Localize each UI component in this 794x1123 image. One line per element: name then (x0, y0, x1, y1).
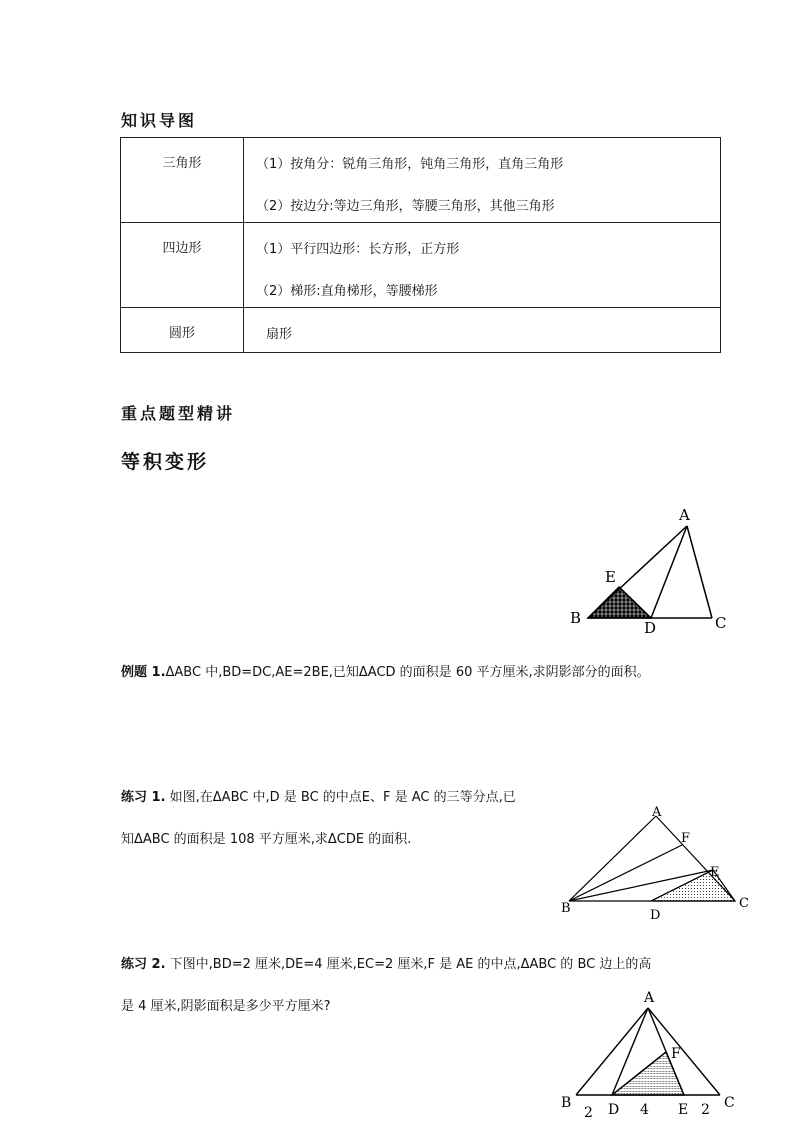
label-c: C (724, 1095, 735, 1111)
label-b: B (561, 901, 571, 916)
label-c: C (739, 896, 749, 911)
practice1-figure (555, 800, 755, 925)
table-line: （2）梯形:直角梯形，等腰梯形 (256, 284, 438, 299)
table-content (244, 308, 721, 353)
key-topics-heading: 重点题型精讲 (121, 404, 236, 423)
label-f: F (681, 831, 691, 846)
label-b: B (570, 609, 582, 627)
practice2-figure (555, 985, 755, 1120)
table-line: （2）按边分:等边三角形，等腰三角形，其他三角形 (256, 199, 555, 214)
label-d: D (650, 908, 661, 923)
label-e: E (605, 568, 616, 586)
equal-area-heading: 等积变形 (121, 451, 210, 473)
practice2-text-line1 (121, 956, 651, 974)
length-ec: 2 (701, 1102, 710, 1118)
label-a: A (679, 506, 690, 524)
practice1-text-line1 (121, 789, 516, 807)
practice2-label: 练习 2. (121, 957, 166, 972)
length-de: 4 (640, 1102, 649, 1118)
shaded-triangle (588, 587, 651, 618)
practice1-label: 练习 1. (121, 790, 166, 805)
example1-text (121, 664, 650, 682)
table-row (121, 308, 721, 353)
length-bd: 2 (584, 1105, 593, 1120)
table-line: 扇形 (266, 327, 293, 342)
table-row (121, 138, 721, 223)
example1-figure (560, 500, 740, 640)
practice1-text-line2: 知ΔABC 的面积是 108 平方厘米,求ΔCDE 的面积. (121, 832, 412, 847)
table-line: （1）按角分：锐角三角形，钝角三角形，直角三角形 (256, 157, 564, 172)
table-category-triangle: 三角形 (121, 138, 244, 223)
label-a: A (644, 990, 655, 1006)
example1-body: ΔABC 中,BD=DC,AE=2BE,已知ΔACD 的面积是 60 平方厘米,求阴影部分的面积。 (165, 665, 650, 680)
practice1-body: 如图,在ΔABC 中,D 是 BC 的中点E、F 是 AC 的三等分点,已 (165, 790, 516, 805)
label-d: D (644, 619, 657, 637)
table-line: （1）平行四边形：长方形，正方形 (256, 242, 460, 257)
label-d: D (608, 1102, 620, 1118)
table-category-quadrilateral: 四边形 (121, 223, 244, 308)
label-a: A (652, 805, 662, 820)
table-content (244, 138, 721, 223)
label-f: F (671, 1046, 681, 1062)
table-row (121, 223, 721, 308)
practice2-body: 下图中,BD=2 厘米,DE=4 厘米,EC=2 厘米,F 是 AE 的中点,ΔABC 的 BC 边上的高 (165, 957, 652, 972)
table-category-circle: 圆形 (121, 308, 244, 353)
practice2-text-line2: 是 4 厘米,阴影面积是多少平方厘米? (121, 999, 331, 1014)
label-c: C (715, 614, 727, 632)
label-b: B (561, 1095, 572, 1111)
knowledge-map-heading: 知识导图 (121, 111, 198, 130)
label-e: E (678, 1102, 689, 1118)
example1-label: 例题 1. (121, 665, 166, 680)
label-e: E (710, 865, 720, 880)
knowledge-table (120, 137, 721, 353)
table-content (244, 223, 721, 308)
